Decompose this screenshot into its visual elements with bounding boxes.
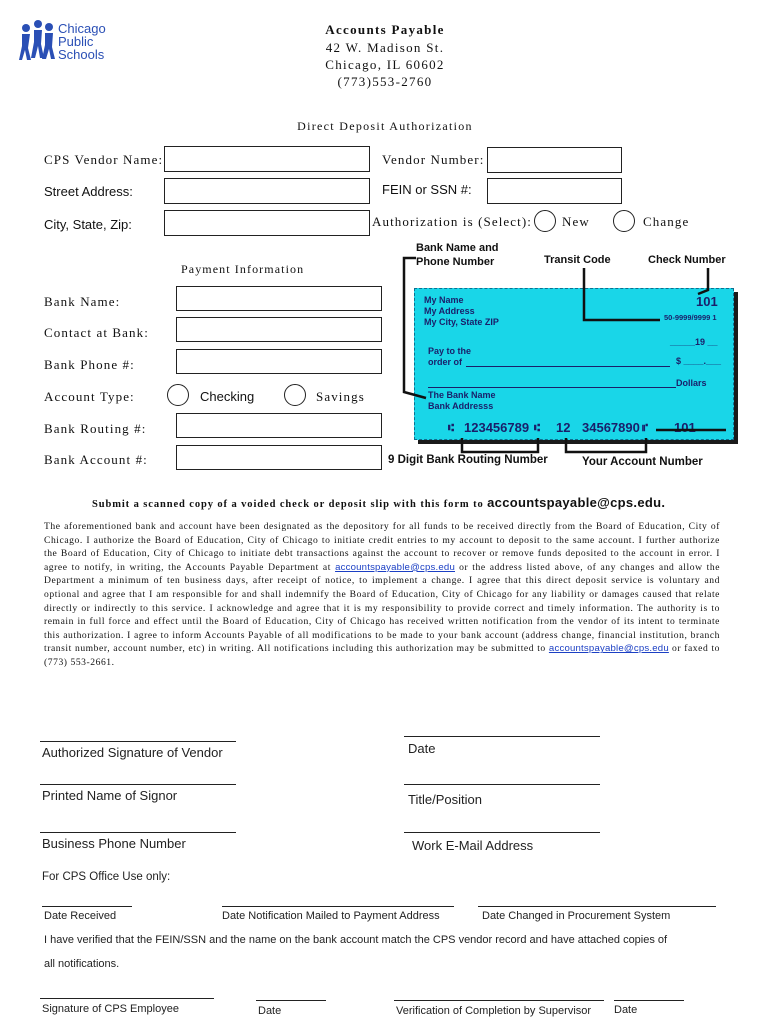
terms-part1: The aforementioned bank and account have been designated as the depository for all funds to be received directly from the Board of Education, City of Chicago. I authorize the Board of Education, City of Chicago to initiate credit entries to my account to deposit to the same account. I further authorize the Board of Education, City of Chicago to initiate debt transactions against the account to recover or remove funds deposited to the account in error. I agree to notify, in writing, the Accounts Payable Department at: [44, 521, 720, 573]
check-bank-address: Bank Addresss: [428, 401, 494, 411]
date-notification-line[interactable]: [222, 906, 454, 907]
check-number-top: 101: [696, 294, 718, 309]
authorization-label: Authorization is (Select):: [372, 214, 533, 229]
contact-at-bank-field[interactable]: [176, 317, 382, 342]
form-title: Direct Deposit Authorization: [297, 119, 473, 133]
header-title: Accounts Payable: [325, 22, 445, 37]
callout-check-number: Check Number: [648, 254, 726, 266]
date-changed-line[interactable]: [478, 906, 716, 907]
micr-account: 34567890: [582, 420, 640, 435]
supervisor-date-line[interactable]: [614, 1000, 684, 1001]
fein-ssn-label: FEIN or SSN #:: [382, 182, 472, 197]
check-my-city: My City, State ZIP: [424, 317, 499, 327]
check-transit-code: 50-9999/9999 1: [664, 313, 717, 322]
submit-instruction: [92, 495, 665, 510]
employee-signature-label: Signature of CPS Employee: [42, 1003, 179, 1015]
payment-section-title: Payment Information: [181, 262, 305, 276]
logo-text-schools: Schools: [58, 47, 105, 62]
check-dollars: Dollars: [676, 378, 707, 388]
city-state-zip-field[interactable]: [164, 210, 370, 236]
callout-routing-number: 9 Digit Bank Routing Number: [388, 454, 548, 466]
fein-ssn-field[interactable]: [487, 178, 622, 204]
check-callout-lines: [388, 240, 738, 472]
micr-check-number: 101: [674, 420, 696, 435]
checking-label: Checking: [200, 389, 255, 404]
supervisor-date-label: Date: [614, 1004, 638, 1016]
title-position-line[interactable]: [404, 784, 600, 785]
terms-email-link-2[interactable]: accountspayable@cps.edu: [548, 643, 669, 655]
auth-change-radio[interactable]: [613, 210, 635, 232]
date-label: Date: [408, 741, 436, 756]
micr-routing-close: ⑆: [534, 423, 540, 434]
auth-new-radio[interactable]: [534, 210, 556, 232]
auth-signature-line[interactable]: [40, 741, 236, 742]
check-order-of: order of: [428, 357, 463, 367]
logo-text-public: Public: [58, 34, 94, 49]
verification-statement-2: all notifications.: [44, 958, 120, 970]
bank-phone-field[interactable]: [176, 349, 382, 374]
employee-signature-line[interactable]: [40, 998, 214, 999]
vendor-name-field[interactable]: [164, 146, 370, 172]
office-use-heading: For CPS Office Use only:: [42, 871, 171, 883]
date-received-line[interactable]: [42, 906, 132, 907]
callout-bank-name: Bank Name and: [416, 242, 499, 254]
check-date-line: _____19 __: [670, 337, 718, 347]
title-position-label: Title/Position: [408, 792, 482, 807]
check-amount-line: $ ____.___: [676, 356, 722, 366]
vendor-name-label: CPS Vendor Name:: [44, 152, 164, 167]
micr-mid: 12: [556, 420, 571, 435]
auth-signature-label: Authorized Signature of Vendor: [42, 745, 223, 760]
auth-change-label: Change: [643, 214, 690, 229]
employee-date-line[interactable]: [256, 1000, 326, 1001]
account-type-label: Account Type:: [44, 389, 135, 404]
printed-name-label: Printed Name of Signor: [42, 788, 178, 803]
savings-radio[interactable]: [284, 384, 306, 406]
street-address-label: Street Address:: [44, 184, 133, 199]
header-address2: Chicago, IL 60602: [325, 57, 445, 72]
header-address1: 42 W. Madison St.: [325, 40, 445, 55]
terms-part3: or faxed to (773) 553-2661.: [44, 643, 721, 668]
check-pay-to: Pay to the: [428, 346, 472, 356]
micr-routing-open: ⑆: [448, 423, 454, 434]
bank-account-field[interactable]: [176, 445, 382, 470]
submit-email: accountspayable@cps.edu.: [487, 495, 666, 510]
date-notification-label: Date Notification Mailed to Payment Address: [222, 910, 440, 922]
savings-label: Savings: [316, 389, 365, 404]
check-my-address: My Address: [424, 306, 475, 316]
authorization-terms: [44, 520, 720, 670]
work-email-line[interactable]: [404, 832, 600, 833]
city-state-zip-label: City, State, Zip:: [44, 217, 132, 232]
micr-routing: 123456789: [464, 420, 530, 435]
bank-name-label: Bank Name:: [44, 294, 121, 309]
callout-account-number: Your Account Number: [582, 456, 703, 468]
supervisor-verification-label: Verification of Completion by Supervisor: [396, 1005, 592, 1017]
vendor-number-field[interactable]: [487, 147, 622, 173]
header-phone: (773)553-2760: [337, 74, 433, 89]
date-received-label: Date Received: [44, 910, 117, 922]
terms-part2: or the address listed above, of any changes and allow the Department a minimum of ten business days, after receipt of notice, to implement a change. I agree that this direct deposit service is voluntary and optional and agree that I am responsible for and shall indemnify the Board of Education, City of Chicago for any liability or damages caused that relate directly or indirectly to this service. I acknowledge and agree that it is my responsibility to provide correct and timely information. The authority is to remain in full force and effect until the Board of Education, City of Chicago has received written notification from the vendor of its intent to terminate this authorization. I agree to inform Accounts Payable of all modifications to be made to your bank account (address change, financial institution, branch transit number, account number, etc) in writing. All notifications including this authorization may be submitted to: [44, 561, 721, 655]
supervisor-verification-line[interactable]: [394, 1000, 604, 1001]
bank-phone-label: Bank Phone #:: [44, 357, 135, 372]
callout-transit-code: Transit Code: [544, 254, 611, 266]
sample-check-diagram: [388, 240, 738, 472]
callout-phone-number: Phone Number: [416, 256, 495, 268]
vendor-number-label: Vendor Number:: [382, 152, 485, 167]
employee-date-label: Date: [258, 1005, 282, 1017]
submit-text: Submit a scanned copy of a voided check or deposit slip with this form to: [92, 499, 484, 510]
bank-name-field[interactable]: [176, 286, 382, 311]
terms-email-link-1[interactable]: accountspayable@cps.edu: [335, 561, 456, 573]
date-changed-label: Date Changed in Procurement System: [482, 910, 671, 922]
bank-routing-label: Bank Routing #:: [44, 421, 147, 436]
micr-account-close: ⑈: [642, 423, 648, 434]
date-line[interactable]: [404, 736, 600, 737]
auth-new-label: New: [562, 214, 590, 229]
logo-text-chicago: Chicago: [58, 21, 106, 36]
checking-radio[interactable]: [167, 384, 189, 406]
check-my-name: My Name: [424, 295, 464, 305]
contact-at-bank-label: Contact at Bank:: [44, 325, 149, 340]
bank-account-label: Bank Account #:: [44, 452, 148, 467]
check-bank-name: The Bank Name: [428, 390, 496, 400]
verification-statement-1: I have verified that the FEIN/SSN and the name on the bank account match the CPS vendor record and have attached copies of: [44, 934, 668, 946]
printed-name-line[interactable]: [40, 784, 236, 785]
business-phone-line[interactable]: [40, 832, 236, 833]
work-email-label: Work E-Mail Address: [412, 838, 534, 853]
street-address-field[interactable]: [164, 178, 370, 204]
bank-routing-field[interactable]: [176, 413, 382, 438]
business-phone-label: Business Phone Number: [42, 836, 186, 851]
